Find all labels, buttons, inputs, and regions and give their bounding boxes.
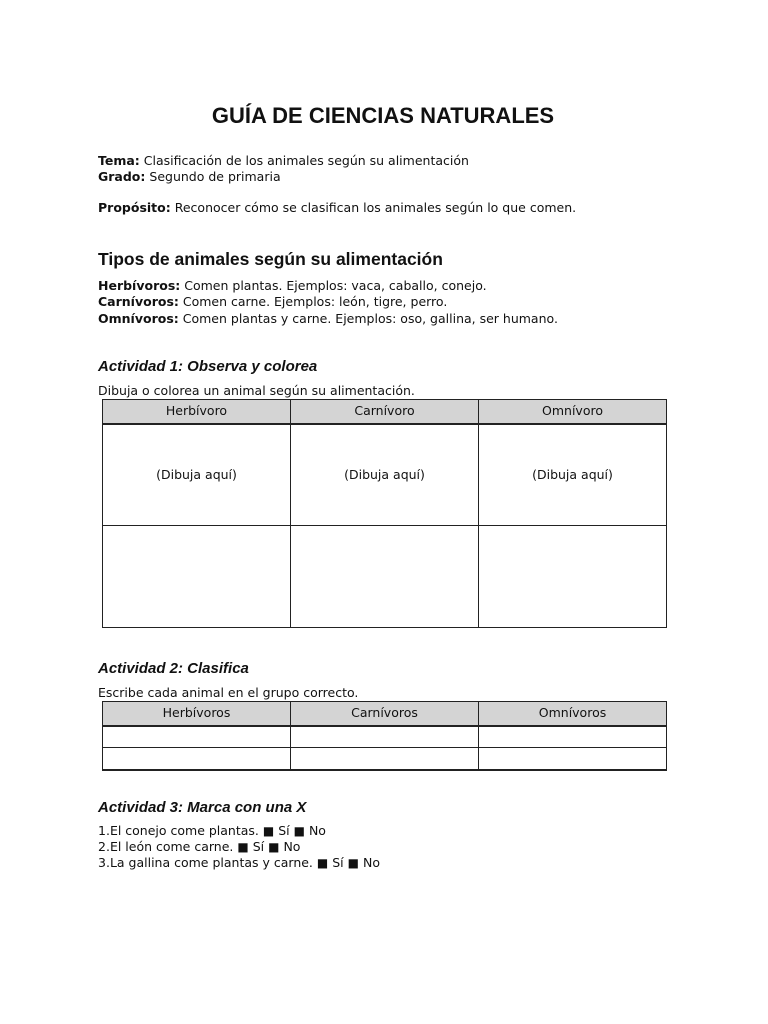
activity1-instruction: Dibuja o colorea un animal según su alimentación. bbox=[98, 383, 415, 398]
activity2-heading: Actividad 2: Clasifica bbox=[98, 660, 249, 677]
type-text: Comen plantas y carne. Ejemplos: oso, gallina, ser humano. bbox=[182, 311, 558, 326]
draw-cell[interactable] bbox=[103, 526, 291, 628]
type-label: Herbívoros: bbox=[98, 278, 181, 293]
activity2-table bbox=[102, 701, 667, 771]
activity3-list bbox=[98, 823, 380, 871]
draw-cell[interactable] bbox=[291, 526, 479, 628]
tema-value: Clasificación de los animales según su alimentación bbox=[143, 153, 469, 168]
grado-line bbox=[98, 169, 281, 185]
checkbox-no[interactable]: ■ bbox=[293, 824, 305, 838]
column-header: Omnívoros bbox=[479, 702, 667, 726]
list-item bbox=[98, 855, 380, 871]
no-label: No bbox=[283, 839, 301, 854]
checkbox-yes[interactable]: ■ bbox=[316, 856, 329, 870]
table-row bbox=[103, 748, 667, 770]
draw-cell[interactable] bbox=[479, 526, 667, 628]
grado-label: Grado: bbox=[98, 169, 146, 184]
list-item bbox=[98, 823, 380, 839]
type-item-herbivoros bbox=[98, 278, 487, 294]
proposito-line bbox=[98, 200, 576, 216]
no-label: No bbox=[308, 823, 326, 838]
column-header: Carnívoros bbox=[291, 702, 479, 726]
type-item-carnivoros bbox=[98, 294, 447, 310]
answer-cell[interactable] bbox=[103, 748, 291, 770]
types-heading: Tipos de animales según su alimentación bbox=[98, 249, 443, 269]
draw-cell[interactable]: (Dibuja aquí) bbox=[103, 424, 291, 526]
tema-label: Tema: bbox=[98, 153, 140, 168]
no-label: No bbox=[362, 855, 380, 870]
answer-cell[interactable] bbox=[291, 726, 479, 748]
list-item bbox=[98, 839, 380, 855]
grado-value: Segundo de primaria bbox=[149, 169, 281, 184]
answer-cell[interactable] bbox=[479, 748, 667, 770]
type-label: Carnívoros: bbox=[98, 294, 179, 309]
item-number: 2. bbox=[98, 839, 110, 854]
activity3-heading: Actividad 3: Marca con una X bbox=[98, 799, 307, 816]
item-text: El conejo come plantas. bbox=[109, 823, 259, 838]
type-text: Comen carne. Ejemplos: león, tigre, perro. bbox=[182, 294, 448, 309]
proposito-label: Propósito: bbox=[98, 200, 171, 215]
draw-cell[interactable]: (Dibuja aquí) bbox=[291, 424, 479, 526]
column-header: Carnívoro bbox=[291, 400, 479, 424]
tema-line bbox=[98, 153, 469, 169]
table-row bbox=[103, 526, 667, 628]
answer-cell[interactable] bbox=[291, 748, 479, 770]
item-number: 3. bbox=[98, 855, 110, 870]
activity2-instruction: Escribe cada animal en el grupo correcto. bbox=[98, 685, 359, 700]
column-header: Herbívoros bbox=[103, 702, 291, 726]
checkbox-yes[interactable]: ■ bbox=[262, 824, 275, 838]
table-row bbox=[103, 726, 667, 748]
draw-cell[interactable]: (Dibuja aquí) bbox=[479, 424, 667, 526]
type-label: Omnívoros: bbox=[98, 311, 179, 326]
checkbox-no[interactable]: ■ bbox=[268, 840, 280, 854]
checkbox-yes[interactable]: ■ bbox=[237, 840, 249, 854]
yes-label: Sí bbox=[332, 855, 344, 870]
item-number: 1. bbox=[98, 823, 110, 838]
page-title: GUÍA DE CIENCIAS NATURALES bbox=[211, 103, 555, 128]
item-text: La gallina come plantas y carne. bbox=[109, 855, 313, 870]
type-item-omnivoros bbox=[98, 311, 558, 327]
item-text: El león come carne. bbox=[109, 839, 234, 854]
answer-cell[interactable] bbox=[479, 726, 667, 748]
proposito-value: Reconocer cómo se clasifican los animales según lo que comen. bbox=[174, 200, 577, 215]
column-header: Omnívoro bbox=[479, 400, 667, 424]
column-header: Herbívoro bbox=[103, 400, 291, 424]
activity1-heading: Actividad 1: Observa y colorea bbox=[98, 358, 318, 375]
yes-label: Sí bbox=[252, 839, 265, 854]
type-text: Comen plantas. Ejemplos: vaca, caballo, conejo. bbox=[184, 278, 487, 293]
checkbox-no[interactable]: ■ bbox=[347, 856, 359, 870]
yes-label: Sí bbox=[278, 823, 290, 838]
activity1-table bbox=[102, 399, 667, 628]
answer-cell[interactable] bbox=[103, 726, 291, 748]
table-row bbox=[103, 424, 667, 526]
